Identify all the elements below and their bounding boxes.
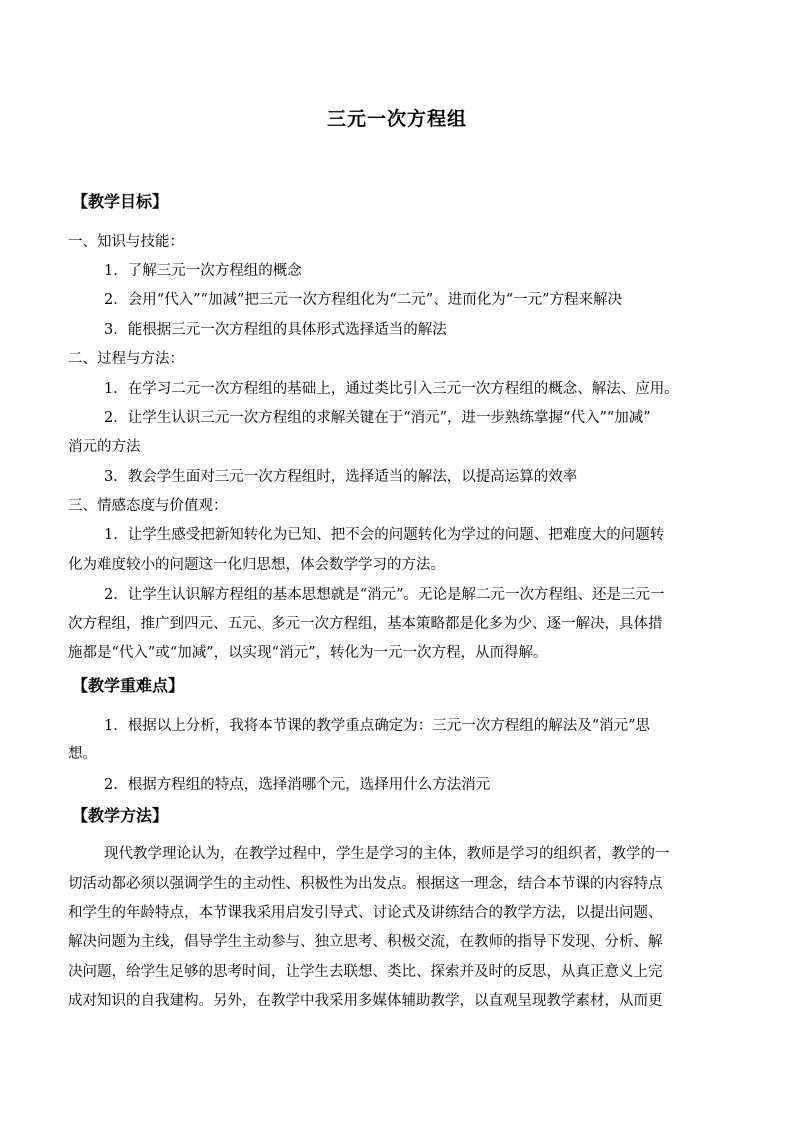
list-item: 3．教会学生面对三元一次方程组时，选择适当的解法，以提高运算的效率: [104, 469, 578, 485]
paragraph-line: 现代教学理论认为，在教学过程中，学生是学习的主体，教师是学习的组织者，教学的一: [104, 846, 670, 862]
section-heading-keypoints: 【教学重难点】: [72, 676, 185, 695]
subheading-attitude: 三、情感态度与价值观：: [68, 498, 228, 514]
paragraph-line: 切活动都必须以强调学生的主动性、积极性为出发点。根据这一理念，结合本节课的内容特点: [68, 876, 663, 892]
section-heading-objectives: 【教学目标】: [72, 192, 169, 211]
subheading-process: 二、过程与方法：: [68, 351, 184, 367]
subheading-knowledge: 一、知识与技能：: [68, 234, 184, 250]
list-item-continuation: 消元的方法: [68, 439, 141, 455]
list-item: 2．根据方程组的特点，选择消哪个元，选择用什么方法消元: [104, 777, 491, 793]
list-item: 2．让学生认识三元一次方程组的求解关键在于“消元”，进一步熟练掌握“代入”“加减”: [104, 410, 651, 426]
list-item-continuation: 化为难度较小的问题这一化归思想，体会数学学习的方法。: [68, 557, 445, 573]
list-item: 1．根据以上分析，我将本节课的教学重点确定为：三元一次方程组的解法及“消元”思: [104, 718, 651, 734]
list-item: 1．让学生感受把新知转化为已知、把不会的问题转化为学过的问题、把难度大的问题转: [104, 527, 665, 543]
document-title: 三元一次方程组: [326, 108, 467, 130]
list-item-continuation: 次方程组，推广到四元、五元、多元一次方程组，基本策略都是化多为少、逐一解决，具体措: [68, 616, 663, 632]
list-item-continuation: 施都是“代入”或“加减”，以实现“消元”，转化为一元一次方程，从而得解。: [68, 645, 548, 661]
paragraph-line: 决问题，给学生足够的思考时间，让学生去联想、类比、探索并及时的反思，从真正意义上完: [68, 964, 663, 980]
list-item: 3．能根据三元一次方程组的具体形式选择适当的解法: [104, 322, 447, 338]
list-item: 2．会用“代入”“加减”把三元一次方程组化为“二元”、进而化为“一元”方程来解决: [104, 292, 623, 308]
list-item: 1．在学习二元一次方程组的基础上，通过类比引入三元一次方程组的概念、解法、应用。: [104, 381, 679, 397]
paragraph-line: 成对知识的自我建构。另外，在教学中我采用多媒体辅助教学，以直观呈现教学素材，从而更: [68, 993, 663, 1009]
paragraph-line: 和学生的年龄特点，本节课我采用启发引导式、讨论式及讲练结合的教学方法，以提出问题、: [68, 905, 663, 921]
paragraph-line: 解决问题为主线，倡导学生主动参与、独立思考、积极交流，在教师的指导下发现、分析、解: [68, 934, 663, 950]
list-item-continuation: 想。: [68, 746, 97, 762]
section-heading-methods: 【教学方法】: [72, 806, 169, 825]
list-item: 1．了解三元一次方程组的概念: [104, 263, 302, 279]
list-item: 2．让学生认识解方程组的基本思想就是“消元”。无论是解二元一次方程组、还是三元一: [104, 587, 665, 603]
